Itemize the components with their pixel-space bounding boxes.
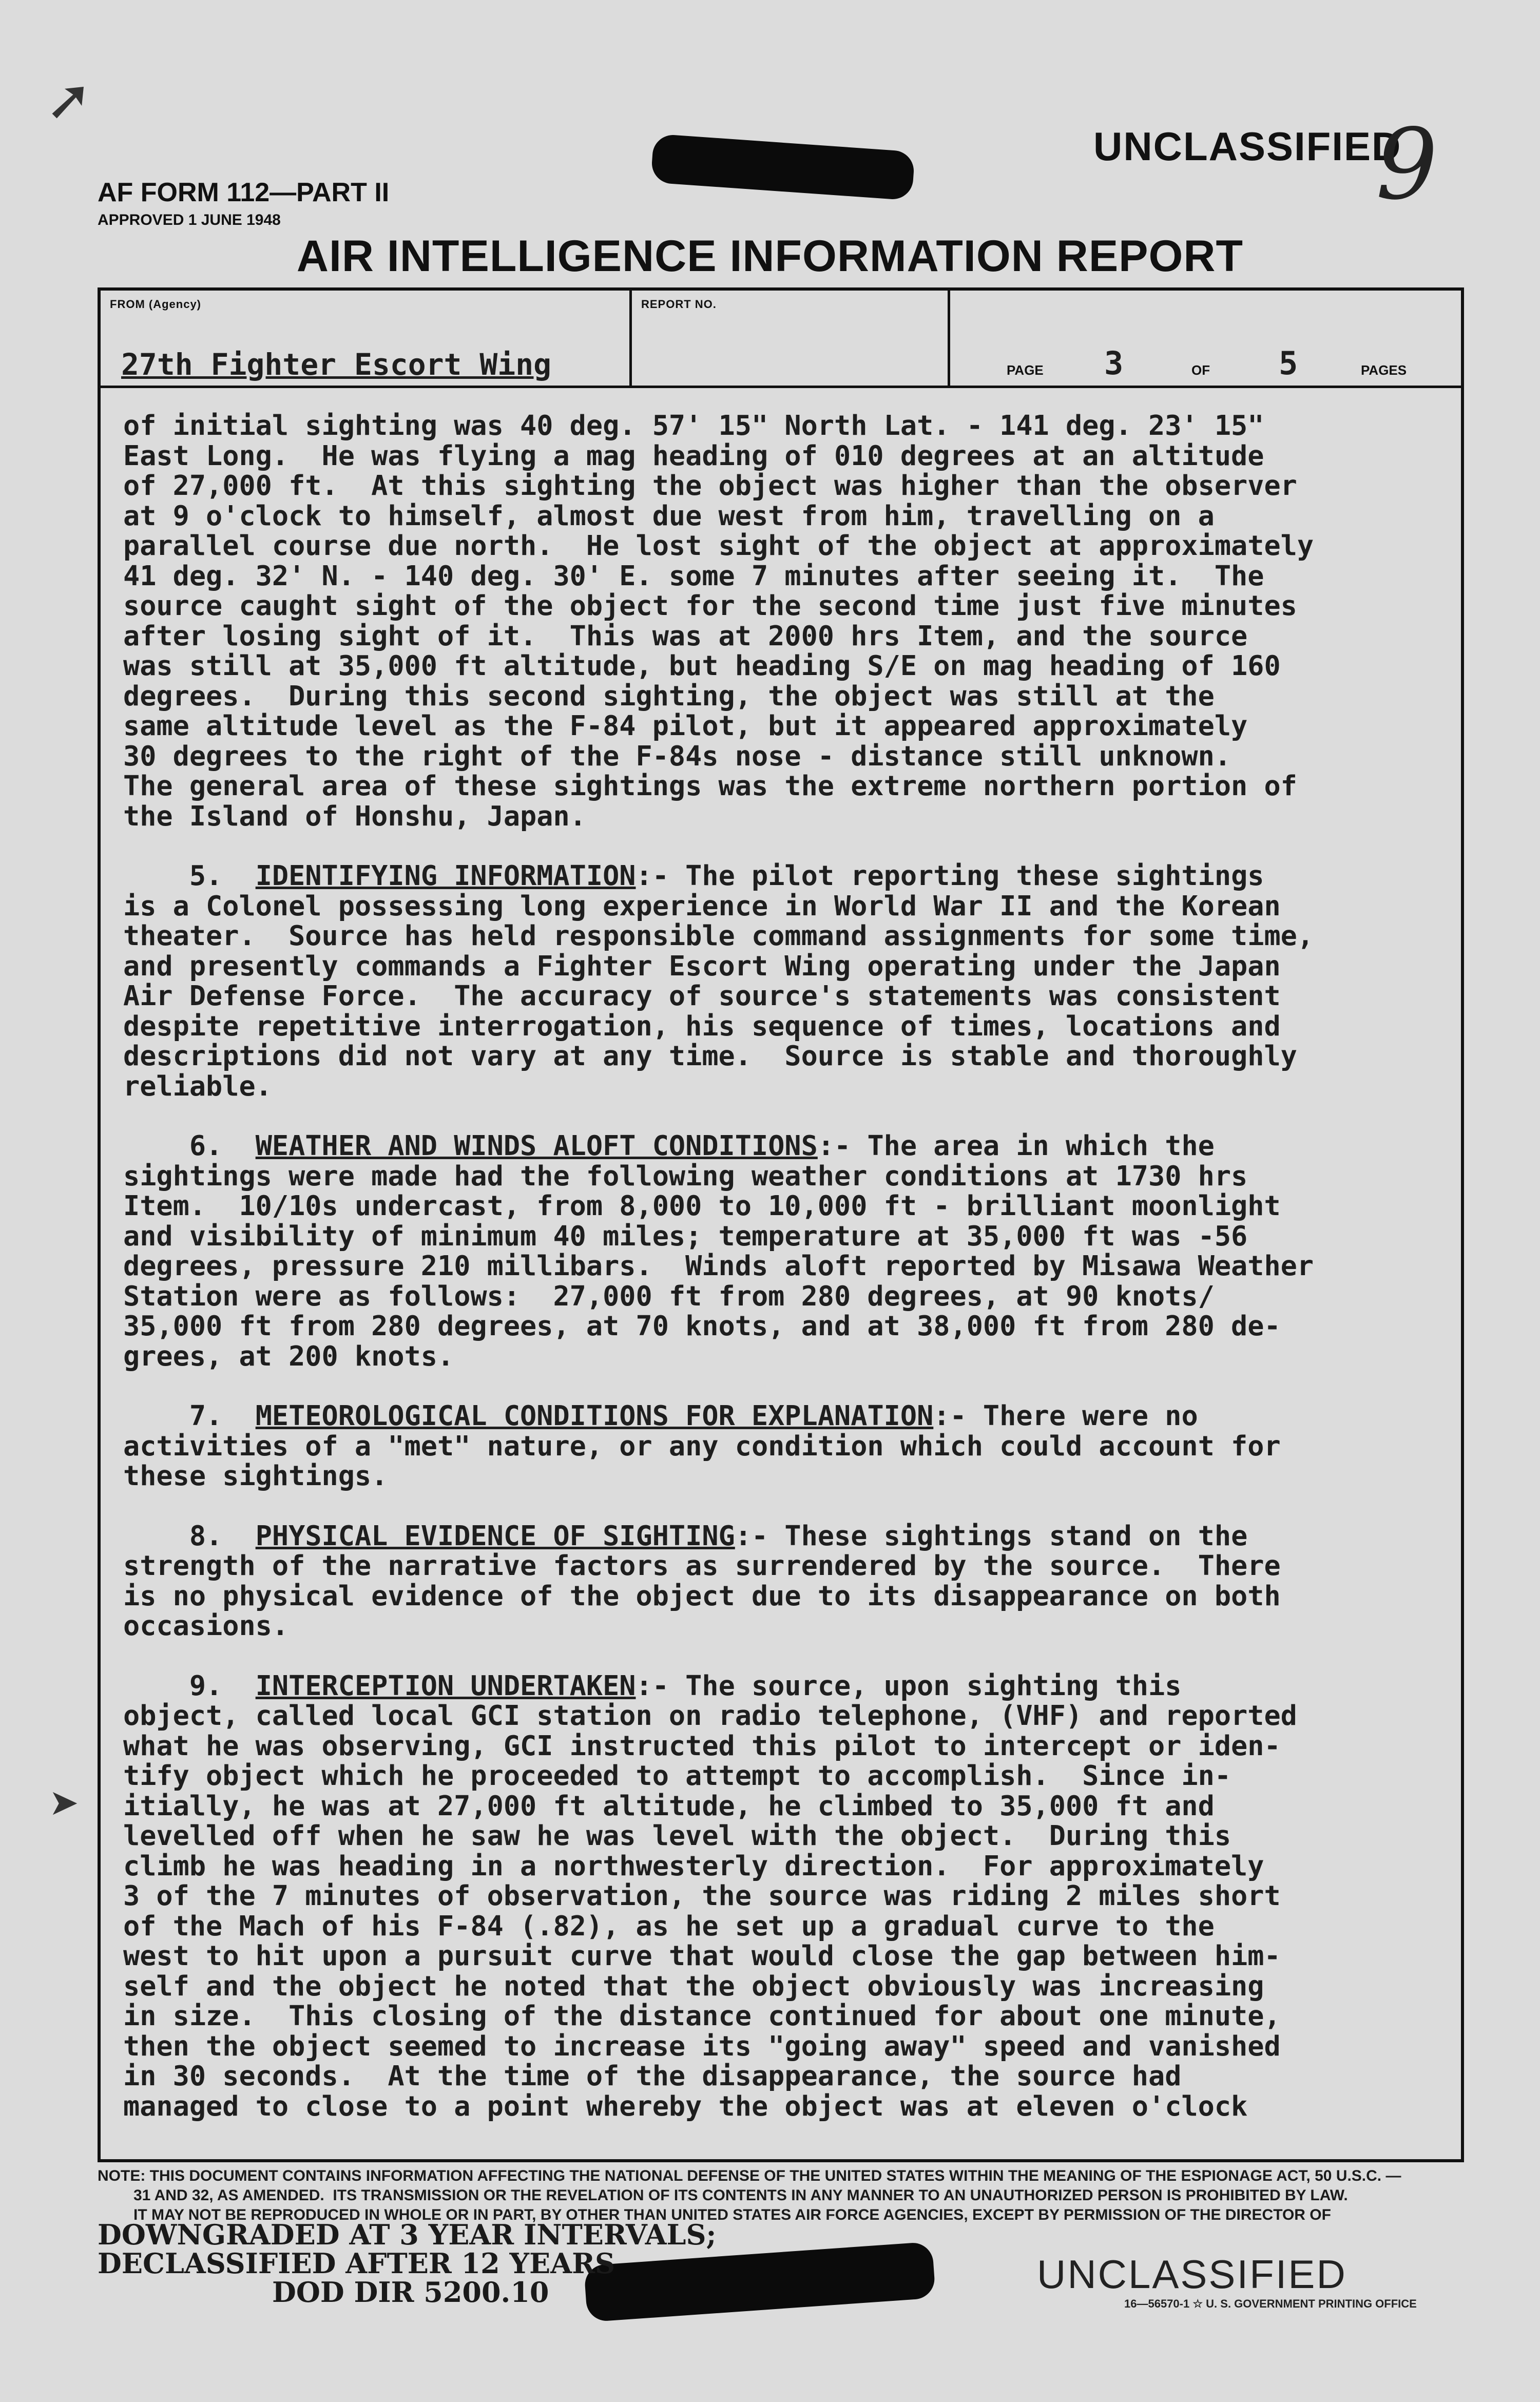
page-cell xyxy=(948,291,1464,386)
stamp-line: DOD DIR 5200.10 xyxy=(272,2276,549,2309)
text-line: occasions. xyxy=(123,1609,289,1642)
text-line: 30 degrees to the right of the F-84s nose - distance still unknown. xyxy=(123,739,1231,772)
paragraph-lead: :- The area in which the xyxy=(817,1129,1215,1162)
paragraph-number: 7. xyxy=(189,1399,223,1432)
paragraph-lead: :- There were no xyxy=(933,1399,1198,1432)
text-line: same altitude level as the F-84 pilot, but it appeared approximately xyxy=(123,709,1248,742)
paragraph-first-line xyxy=(123,1401,1473,1431)
text-line: The general area of these sightings was the extreme northern portion of xyxy=(123,770,1297,802)
text-line: the Island of Honshu, Japan. xyxy=(123,799,586,832)
paragraph-number: 6. xyxy=(189,1129,223,1162)
text-line: itially, he was at 27,000 ft altitude, he climbed to 35,000 ft and xyxy=(123,1789,1215,1822)
paragraph-heading: IDENTIFYING INFORMATION xyxy=(255,859,636,892)
text-line: in 30 seconds. At the time of the disappearance, the source had xyxy=(123,2060,1182,2092)
handwritten-page-number: 9 xyxy=(1376,108,1438,221)
paragraph-heading: INTERCEPTION UNDERTAKEN xyxy=(255,1669,636,1702)
text-line: 41 deg. 32' N. - 140 deg. 30' E. some 7 minutes after seeing it. The xyxy=(123,559,1264,592)
text-line: reliable. xyxy=(123,1069,272,1102)
text-line: Station were as follows: 27,000 ft from 280 degrees, at 90 knots/ xyxy=(123,1279,1215,1312)
stamp-line: DECLASSIFIED AFTER 12 YEARS xyxy=(98,2247,615,2280)
text-line: self and the object he noted that the object obviously was increasing xyxy=(123,1969,1264,2002)
text-line: degrees. During this second sighting, the object was still at the xyxy=(123,679,1215,712)
report-no-label: REPORT NO. xyxy=(641,298,717,311)
text-line: object, called local GCI station on radio telephone, (VHF) and reported xyxy=(123,1699,1297,1732)
text-line: 3 of the 7 minutes of observation, the source was riding 2 miles short xyxy=(123,1879,1281,1912)
of-label: OF xyxy=(1191,362,1210,378)
paragraph-first-line xyxy=(123,1521,1473,1551)
text-line: tify object which he proceeded to attempt to accomplish. Since in- xyxy=(123,1759,1231,1792)
text-line: is a Colonel possessing long experience in World War II and the Korean xyxy=(123,889,1281,922)
paragraph-first-line xyxy=(123,861,1473,891)
text-line: parallel course due north. He lost sight of the object at approximately xyxy=(123,529,1314,562)
paragraph-5 xyxy=(123,861,1473,1101)
text-line: then the object seemed to increase its "going away" speed and vanished xyxy=(123,2029,1281,2062)
text-line: theater. Source has held responsible command assignments for some time, xyxy=(123,919,1314,952)
margin-arrow-mark-2: ➤ xyxy=(49,1781,79,1823)
paragraph-7 xyxy=(123,1401,1473,1491)
text-line: west to hit upon a pursuit curve that would close the gap between him- xyxy=(123,1939,1281,1972)
paragraph-number: 8. xyxy=(189,1519,223,1552)
text-line: levelled off when he saw he was level with the object. During this xyxy=(123,1819,1231,1852)
paragraph-4-continuation xyxy=(123,411,1473,831)
stamp-line: DOWNGRADED AT 3 YEAR INTERVALS; xyxy=(98,2218,717,2251)
paragraph-8 xyxy=(123,1521,1473,1641)
paragraph-heading: WEATHER AND WINDS ALOFT CONDITIONS xyxy=(255,1129,818,1162)
paragraph-6 xyxy=(123,1131,1473,1371)
text-line: Air Defense Force. The accuracy of source's statements was consistent xyxy=(123,979,1281,1012)
form-name: AF FORM 112—PART II xyxy=(98,178,390,207)
text-line: of initial sighting was 40 deg. 57' 15" North Lat. - 141 deg. 23' 15" xyxy=(123,409,1264,441)
report-no-cell xyxy=(629,291,950,386)
text-line: and visibility of minimum 40 miles; temperature at 35,000 ft was -56 xyxy=(123,1219,1248,1252)
text-line: in size. This closing of the distance continued for about one minute, xyxy=(123,2000,1281,2032)
form-approved-date: APPROVED 1 JUNE 1948 xyxy=(98,212,281,228)
text-line: Item. 10/10s undercast, from 8,000 to 10,000 ft - brilliant moonlight xyxy=(123,1189,1281,1222)
report-title: AIR INTELLIGENCE INFORMATION REPORT xyxy=(296,232,1244,281)
text-line: strength of the narrative factors as surrendered by the source. There xyxy=(123,1549,1281,1582)
text-line: these sightings. xyxy=(123,1459,388,1492)
text-line: after losing sight of it. This was at 2000 hrs Item, and the source xyxy=(123,619,1248,652)
text-line: despite repetitive interrogation, his sequence of times, locations and xyxy=(123,1009,1281,1042)
classification-top: UNCLASSIFIED xyxy=(1093,124,1402,169)
paragraph-heading: METEOROLOGICAL CONDITIONS FOR EXPLANATION xyxy=(255,1399,934,1432)
report-body xyxy=(123,411,1473,2121)
text-line: East Long. He was flying a mag heading of 010 degrees at an altitude xyxy=(123,439,1264,472)
text-line: source caught sight of the object for the second time just five minutes xyxy=(123,589,1297,622)
from-value: 27th Fighter Escort Wing xyxy=(121,347,552,382)
text-line: and presently commands a Fighter Escort Wing operating under the Japan xyxy=(123,949,1281,982)
text-line: activities of a "met" nature, or any condition which could account for xyxy=(123,1429,1281,1462)
text-line: sightings were made had the following weather conditions at 1730 hrs xyxy=(123,1159,1248,1192)
page-label: PAGE xyxy=(1007,362,1044,378)
text-line: climb he was heading in a northwesterly direction. For approximately xyxy=(123,1849,1264,1882)
paragraph-lead: :- The pilot reporting these sightings xyxy=(636,859,1264,892)
from-label: FROM (Agency) xyxy=(110,298,201,311)
margin-arrow-mark: ➚ xyxy=(45,67,93,132)
classification-bottom: UNCLASSIFIED xyxy=(1037,2252,1347,2297)
form-header-row xyxy=(101,291,1461,388)
paragraph-9 xyxy=(123,1671,1473,2122)
text-line: grees, at 200 knots. xyxy=(123,1339,454,1372)
paragraph-number: 9. xyxy=(189,1669,223,1702)
note-line: NOTE: THIS DOCUMENT CONTAINS INFORMATION AFFECTING THE NATIONAL DEFENSE OF THE UNITED STATES WITHIN THE MEANING OF THE ESPIONAGE ACT, 50 U.S.C. — xyxy=(98,2167,1401,2184)
note-line: IT MAY NOT BE REPRODUCED IN WHOLE OR IN PART, BY OTHER THAN UNITED STATES AIR FORCE AGENCIES, EXCEPT BY PERMISSION OF THE DIRECTOR OF xyxy=(133,2206,1331,2223)
printer-line: 16—56570-1 ☆ U. S. GOVERNMENT PRINTING OFFICE xyxy=(1124,2297,1417,2310)
paragraph-first-line xyxy=(123,1131,1473,1161)
from-cell xyxy=(101,291,629,386)
page-total: 5 xyxy=(1279,344,1298,382)
page-current: 3 xyxy=(1104,344,1124,382)
text-line: descriptions did not vary at any time. Source is stable and thoroughly xyxy=(123,1040,1297,1072)
paragraph-heading: PHYSICAL EVIDENCE OF SIGHTING xyxy=(255,1519,735,1552)
text-line: of the Mach of his F-84 (.82), as he set up a gradual curve to the xyxy=(123,1909,1215,1942)
paragraph-lead: :- The source, upon sighting this xyxy=(636,1669,1182,1702)
text-line: was still at 35,000 ft altitude, but heading S/E on mag heading of 160 xyxy=(123,649,1281,682)
text-line: what he was observing, GCI instructed this pilot to intercept or iden- xyxy=(123,1729,1281,1762)
text-line: of 27,000 ft. At this sighting the object was higher than the observer xyxy=(123,469,1297,502)
downgrade-stamp xyxy=(98,2220,716,2307)
text-line: is no physical evidence of the object due to its disappearance on both xyxy=(123,1579,1281,1612)
redaction-top xyxy=(650,133,915,200)
pages-label: PAGES xyxy=(1361,362,1407,378)
note-line: 31 AND 32, AS AMENDED. ITS TRANSMISSION OR THE REVELATION OF ITS CONTENTS IN ANY MANNER TO AN UNAUTHORIZED PERSON IS PROHIBITED BY LAW. xyxy=(133,2187,1348,2204)
text-line: managed to close to a point whereby the object was at eleven o'clock xyxy=(123,2089,1248,2122)
paragraph-first-line xyxy=(123,1671,1473,1701)
paragraph-number: 5. xyxy=(189,859,223,892)
text-line: degrees, pressure 210 millibars. Winds aloft reported by Misawa Weather xyxy=(123,1250,1314,1282)
text-line: 35,000 ft from 280 degrees, at 70 knots, and at 38,000 ft from 280 de- xyxy=(123,1310,1281,1342)
espionage-act-note xyxy=(98,2166,1484,2225)
paragraph-lead: :- These sightings stand on the xyxy=(735,1519,1248,1552)
text-line: at 9 o'clock to himself, almost due west from him, travelling on a xyxy=(123,499,1215,532)
